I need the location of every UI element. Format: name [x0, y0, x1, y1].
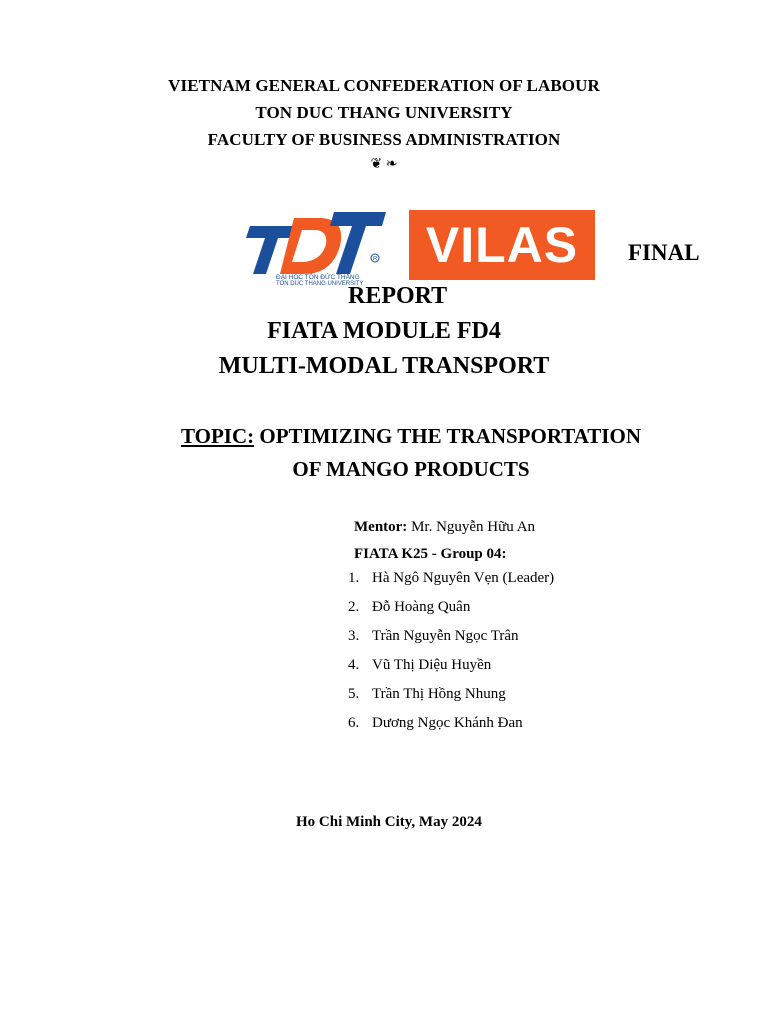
topic-label: TOPIC:	[181, 424, 255, 448]
ornament-divider: ❦ ❧	[370, 157, 398, 172]
group-label: FIATA K25 - Group 04:	[354, 546, 507, 562]
header-university: TON DUC THANG UNIVERSITY	[255, 103, 513, 122]
vilas-logo: VILAS	[409, 210, 595, 280]
group-line	[354, 546, 507, 563]
member-item	[348, 715, 523, 732]
header-confederation: VIETNAM GENERAL CONFEDERATION OF LABOUR	[168, 76, 600, 95]
header-faculty: FACULTY OF BUSINESS ADMINISTRATION	[207, 130, 561, 149]
tdt-caption-en: TON DUC THANG UNIVERSITY	[276, 281, 364, 286]
member-name: Trần Nguyễn Ngọc Trân	[372, 628, 519, 644]
member-number: 5.	[348, 686, 360, 702]
member-name: Đỗ Hoàng Quân	[372, 599, 471, 615]
member-number: 3.	[348, 628, 360, 644]
registered-mark-icon: R	[373, 256, 378, 263]
place-date: Ho Chi Minh City, May 2024	[296, 814, 482, 830]
tdt-university-logo	[242, 208, 388, 286]
member-name: Vũ Thị Diệu Huyền	[372, 657, 492, 673]
topic-line-1	[0, 424, 768, 449]
topic-text-1: OPTIMIZING THE TRANSPORTATION	[259, 424, 641, 448]
member-name: Dương Ngọc Khánh Đan	[372, 715, 523, 731]
member-number: 6.	[348, 715, 360, 731]
member-item	[348, 570, 554, 587]
member-name: Hà Ngô Nguyên Vẹn (Leader)	[372, 570, 555, 586]
subject-title: MULTI-MODAL TRANSPORT	[218, 353, 550, 379]
member-item	[348, 599, 470, 616]
module-title: FIATA MODULE FD4	[267, 318, 501, 344]
mentor-name: Mr. Nguyễn Hữu An	[411, 519, 536, 535]
member-number: 4.	[348, 657, 360, 673]
member-name: Trần Thị Hồng Nhung	[372, 686, 506, 702]
mentor-label: Mentor:	[354, 519, 408, 535]
member-number: 1.	[348, 570, 360, 586]
final-label: FINAL	[628, 240, 700, 265]
member-number: 2.	[348, 599, 360, 615]
member-item	[348, 686, 506, 703]
report-label: REPORT	[348, 283, 448, 309]
member-item	[348, 657, 491, 674]
mentor-line	[354, 519, 535, 536]
topic-line-2: OF MANGO PRODUCTS	[292, 457, 530, 481]
member-item	[348, 628, 519, 645]
tdt-caption-vn: ĐẠI HỌC TÔN ĐỨC THẮNG	[276, 274, 360, 281]
